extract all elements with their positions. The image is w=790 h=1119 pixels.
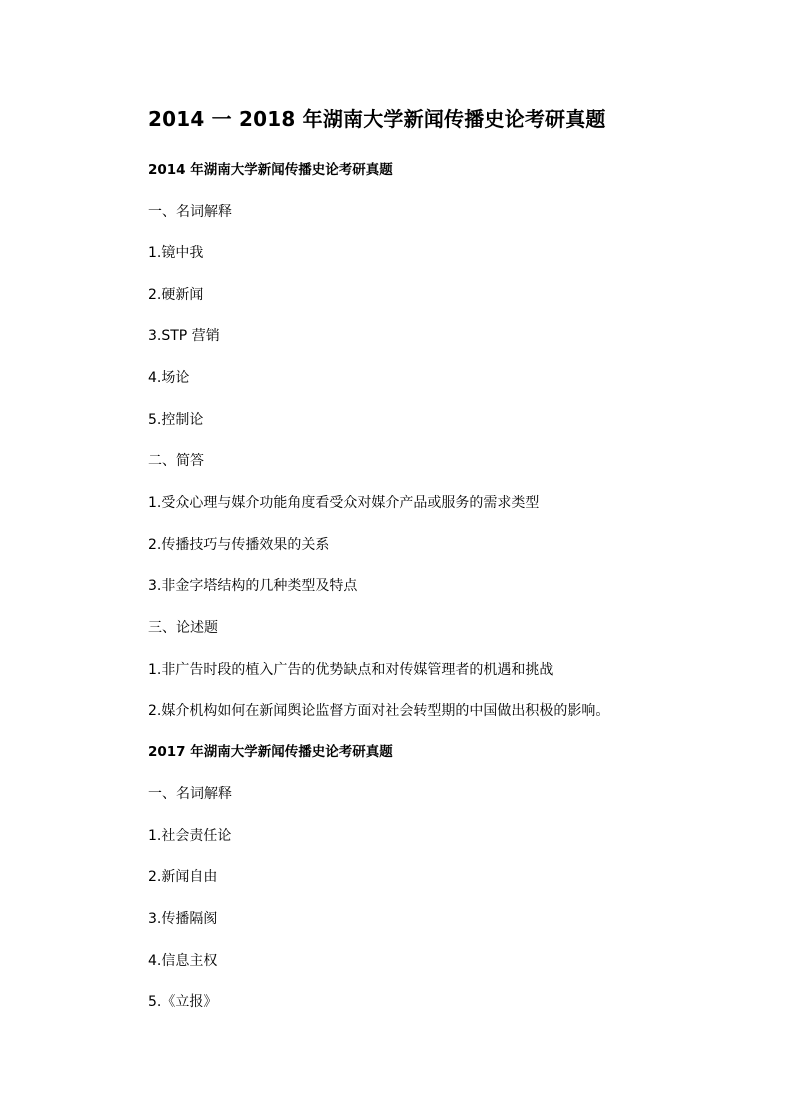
question-item: 2.传播技巧与传播效果的关系 xyxy=(148,537,330,553)
document-title: 2014 一 2018 年湖南大学新闻传播史论考研真题 xyxy=(148,107,606,131)
section-heading-2014: 2014 年湖南大学新闻传播史论考研真题 xyxy=(148,162,393,178)
part-label-essay-2014: 三、论述题 xyxy=(148,620,218,636)
question-item: 3.STP 营销 xyxy=(148,328,220,344)
question-item: 2.新闻自由 xyxy=(148,869,218,885)
question-item: 3.传播隔阂 xyxy=(148,911,218,927)
question-item: 2.媒介机构如何在新闻舆论监督方面对社会转型期的中国做出积极的影响。 xyxy=(148,703,610,719)
question-item: 1.镜中我 xyxy=(148,245,204,261)
question-item: 3.非金字塔结构的几种类型及特点 xyxy=(148,578,358,594)
part-label-terms-2017: 一、名词解释 xyxy=(148,786,232,802)
question-item: 1.非广告时段的植入广告的优势缺点和对传媒管理者的机遇和挑战 xyxy=(148,662,554,678)
question-item: 1.受众心理与媒介功能角度看受众对媒介产品或服务的需求类型 xyxy=(148,495,540,511)
part-label-terms-2014: 一、名词解释 xyxy=(148,204,232,220)
question-item: 4.信息主权 xyxy=(148,953,218,969)
section-heading-2017: 2017 年湖南大学新闻传播史论考研真题 xyxy=(148,744,393,760)
question-item: 5.控制论 xyxy=(148,412,204,428)
question-item: 5.《立报》 xyxy=(148,994,218,1010)
question-item: 1.社会责任论 xyxy=(148,828,232,844)
part-label-short-answer-2014: 二、简答 xyxy=(148,453,204,469)
question-item: 4.场论 xyxy=(148,370,190,386)
question-item: 2.硬新闻 xyxy=(148,287,204,303)
